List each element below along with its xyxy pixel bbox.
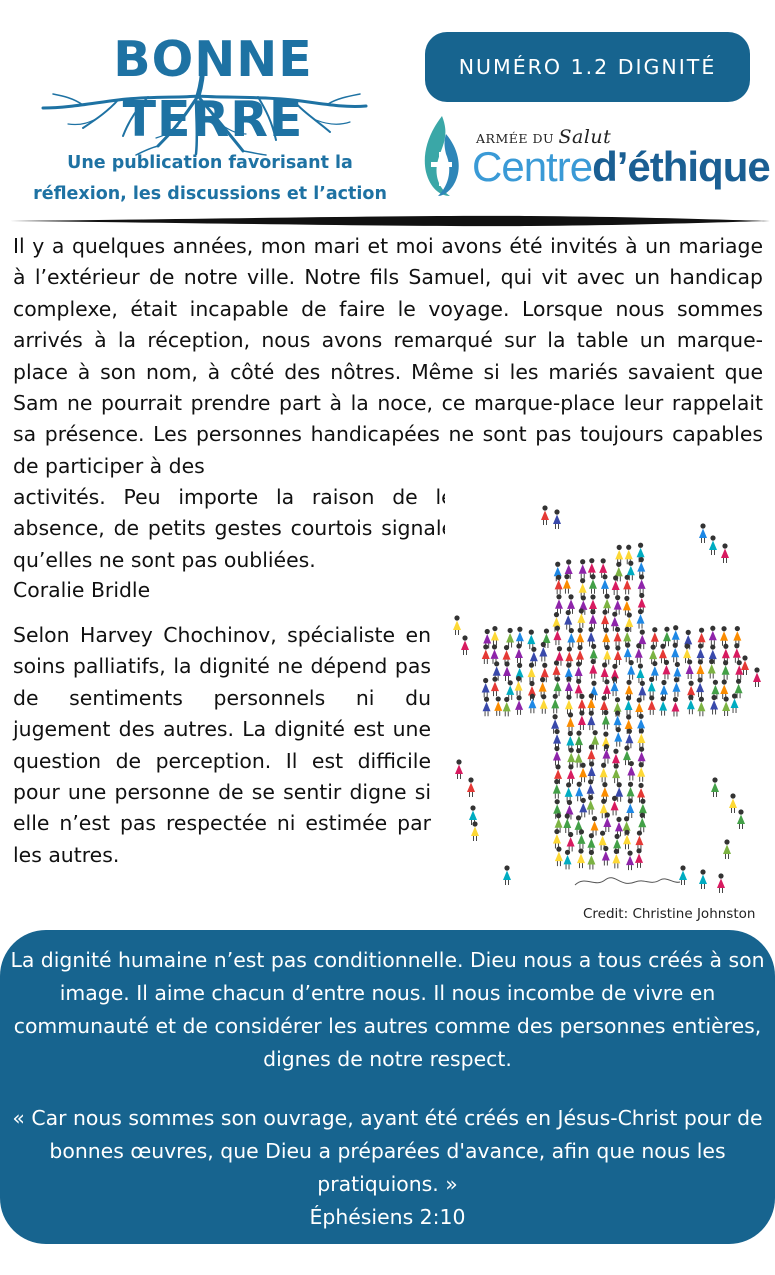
crowd-person	[717, 873, 725, 893]
ethique-word: d’éthique	[592, 143, 770, 190]
crowd-person	[603, 645, 611, 665]
crowd-person	[587, 833, 595, 853]
crowd-person	[601, 662, 609, 682]
crowd-person	[635, 643, 643, 663]
crowd-person	[662, 660, 670, 680]
crowd-person	[563, 813, 571, 833]
crowd-person	[711, 777, 719, 797]
crowd-person	[553, 729, 561, 749]
crowd-person	[636, 663, 644, 683]
crowd-person	[455, 759, 463, 779]
crowd-person	[602, 628, 610, 648]
crowd-person	[729, 793, 737, 813]
crowd-person	[579, 578, 587, 598]
crowd-person	[737, 809, 745, 829]
crowd-person	[687, 695, 695, 715]
crowd-person	[720, 626, 728, 646]
brand-tagline: Une publication favorisant la réflexion, les discussions et l’action	[33, 153, 387, 204]
bible-verse-text: « Car nous sommes son ouvrage, ayant été créés en Jésus-Christ pour de bonnes œuvres, que Dieu a préparées d'avance, afin que nous les pratiquions. »	[12, 1106, 763, 1196]
crowd-person	[649, 645, 657, 665]
crowd-person	[603, 812, 611, 832]
army-salut: Salut	[558, 126, 612, 148]
crowd-person	[575, 731, 583, 751]
crowd-person	[564, 610, 572, 630]
crowd-person	[551, 694, 559, 714]
crowd-person	[601, 574, 609, 594]
crowd-person	[577, 608, 585, 628]
crowd-person	[612, 849, 620, 869]
crowd-person	[589, 609, 597, 629]
header-divider	[10, 215, 770, 227]
crowd-person	[565, 782, 573, 802]
crowd-person	[623, 575, 631, 595]
crowd-person	[723, 839, 731, 859]
crowd-person	[625, 695, 633, 715]
crowd-person	[671, 643, 679, 663]
crowd-person	[587, 627, 595, 647]
crowd-person	[679, 865, 687, 885]
crowd-people	[453, 505, 761, 893]
crowd-person	[637, 557, 645, 577]
crowd-person	[567, 764, 575, 784]
crowd-person	[637, 762, 645, 782]
crowd-person	[555, 847, 563, 867]
crowd-person	[638, 681, 646, 701]
crowd-person	[602, 744, 610, 764]
crowd-person	[565, 695, 573, 715]
crowd-person	[471, 821, 479, 841]
crowd-person	[672, 625, 680, 645]
crowd-person	[615, 545, 623, 565]
article-paragraph-2: Selon Harvey Chochinov, spécialiste en soins palliatifs, la dignité ne dépend pas de sentiments personnels ni du jugement des autres. La dignité est une question de perception. Il est difficile pour une personne de se sentir digne si elle n’est pas respectée ni estimée par les autres.	[13, 623, 431, 867]
article-paragraph-1: Il y a quelques années, mon mari et moi avons été invités à un mariage à l’extérieur de notre ville. Notre fils Samuel, qui vit avec un handicap complexe, était incapable de faire le voyage. Lorsque nous sommes arrivés à la réception, nous avons remarqué sur la table un marque-place à son nom, à côté des nôtres. Même si les mariés savaient que Sam ne pourrait prendre part à la noce, ce marque-place leur rappelait sa présence. Les personnes handicapées ne sont pas toujours capables de participer à des	[13, 234, 763, 478]
crowd-person	[539, 642, 547, 662]
crowd-person	[709, 535, 717, 555]
crowd-cross-illustration	[445, 490, 770, 908]
article-paragraph-1-continued: activités. Peu importe la raison de leur absence, de petits gestes courtois signalent qu’elles ne sont pas oubliées.	[13, 485, 475, 572]
crowd-person	[663, 627, 671, 647]
crowd-person	[576, 645, 584, 665]
crowd-person	[515, 643, 523, 663]
crowd-person	[528, 694, 536, 714]
crowd-person	[623, 596, 631, 616]
crowd-person	[503, 697, 511, 717]
crowd-person	[612, 575, 620, 595]
crowd-person	[624, 643, 632, 663]
crowd-person	[615, 817, 623, 837]
crowd-person	[651, 627, 659, 647]
artist-signature	[575, 878, 680, 885]
crowd-person	[587, 693, 595, 713]
crowd-person	[733, 643, 741, 663]
crowd-person	[587, 745, 595, 765]
crowd-person	[648, 695, 656, 715]
crowd-person	[516, 627, 524, 647]
author-name: Coralie Bridle	[13, 578, 151, 602]
crowd-person	[753, 667, 761, 687]
crowd-person	[461, 635, 469, 655]
crowd-person	[591, 816, 599, 836]
crowd-person	[483, 697, 491, 717]
crowd-person	[566, 731, 574, 751]
image-credit: Credit: Christine Johnston	[583, 906, 756, 922]
crowd-person	[539, 677, 547, 697]
crowd-person	[588, 761, 596, 781]
crowd-person	[540, 694, 548, 714]
crowd-person	[555, 594, 563, 614]
flame-cross-icon	[420, 114, 464, 198]
crowd-person	[567, 712, 575, 732]
crowd-person	[627, 660, 635, 680]
crowd-person	[453, 615, 461, 635]
quote-text: La dignité humaine n’est pas conditionnelle. Dieu nous a tous créés à son image. Il aime chacun d’entre nous. Il nous incombe de vivre en communauté et de considérer les autres comme des personnes entières, dignes de notre respect.	[10, 948, 765, 1071]
bible-verse	[10, 1102, 765, 1234]
crowd-person	[722, 660, 730, 680]
crowd-person	[741, 655, 749, 675]
crowd-person	[567, 748, 575, 768]
crowd-person	[721, 543, 729, 563]
crowd-person	[587, 711, 595, 731]
crowd-person	[577, 848, 585, 868]
crowd-person	[567, 628, 575, 648]
crowd-person	[528, 663, 536, 683]
crowd-person	[611, 677, 619, 697]
crowd-person	[638, 574, 646, 594]
crowd-person	[601, 610, 609, 630]
crowd-person	[587, 795, 595, 815]
crowd-person	[494, 696, 502, 716]
crowd-person	[733, 626, 741, 646]
crowd-person	[637, 728, 645, 748]
crowd-person	[491, 644, 499, 664]
crowd-person	[625, 729, 633, 749]
crowd-person	[577, 829, 585, 849]
crowd-person	[579, 559, 587, 579]
crowd-person	[696, 659, 704, 679]
crowd-person	[527, 630, 535, 650]
crowd-person	[553, 509, 561, 529]
crowd-person	[623, 830, 631, 850]
quote-box	[0, 930, 775, 1244]
roots-illustration	[38, 56, 368, 156]
crowd-person	[576, 628, 584, 648]
crowd-person	[602, 846, 610, 866]
crowd-person	[564, 850, 572, 870]
crowd-person	[491, 626, 499, 646]
crowd-person	[503, 661, 511, 681]
brand-title: BONNE TERRE	[113, 31, 313, 148]
ethics-centre-logo	[420, 112, 770, 202]
crowd-person	[648, 677, 656, 697]
crowd-person	[482, 678, 490, 698]
crowd-person	[587, 850, 595, 870]
army-prefix: ARMÉE DU	[476, 131, 555, 146]
crowd-person	[506, 628, 514, 648]
crowd-person	[515, 695, 523, 715]
crowd-person	[553, 746, 561, 766]
crowd-person	[614, 727, 622, 747]
crowd-person	[467, 777, 475, 797]
centre-word: Centre	[472, 143, 593, 190]
crowd-person	[601, 782, 609, 802]
crowd-person	[563, 574, 571, 594]
crowd-person	[626, 851, 634, 871]
crowd-person	[638, 813, 646, 833]
crowd-person	[589, 659, 597, 679]
bible-verse-reference: Éphésiens 2:10	[309, 1205, 466, 1229]
issue-badge-label: NUMÉRO 1.2 DIGNITÉ	[458, 55, 717, 79]
crowd-person	[635, 830, 643, 850]
crowd-person	[709, 626, 717, 646]
crowd-person	[635, 848, 643, 868]
centre-ethique-label	[472, 142, 770, 192]
crowd-person	[720, 679, 728, 699]
crowd-person	[612, 763, 620, 783]
crowd-person	[671, 697, 679, 717]
crowd-person	[699, 523, 707, 543]
crowd-person	[722, 696, 730, 716]
crowd-person	[567, 832, 575, 852]
crowd-person	[578, 710, 586, 730]
crowd-person	[626, 798, 634, 818]
crowd-person	[614, 627, 622, 647]
issue-badge	[425, 32, 750, 102]
crowd-person	[696, 677, 704, 697]
crowd-person	[541, 505, 549, 525]
crowd-person	[697, 697, 705, 717]
crowd-person	[600, 763, 608, 783]
crowd-person	[614, 645, 622, 665]
crowd-person	[506, 680, 514, 700]
crowd-person	[565, 676, 573, 696]
crowd-person	[503, 865, 511, 885]
crowd-person	[686, 659, 694, 679]
crowd-person	[699, 869, 707, 889]
